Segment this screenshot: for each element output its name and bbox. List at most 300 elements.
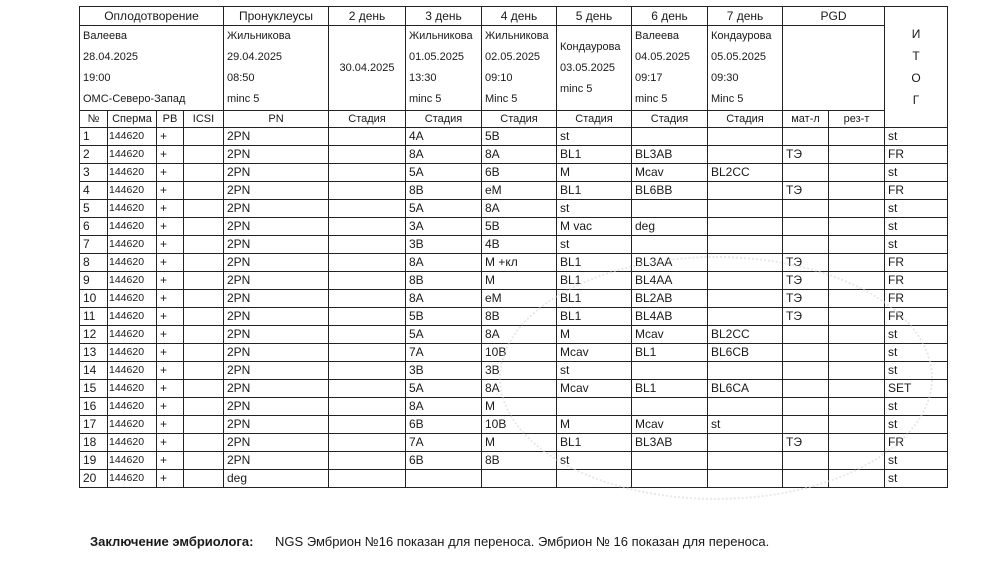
icsi-mark [184,146,224,164]
day2-stage [329,236,406,254]
pgd-result [829,344,885,362]
day3-stage [406,470,482,488]
row-number: 12 [80,326,108,344]
itog-result: FR [885,272,948,290]
table-row [80,452,948,470]
itog-result: st [885,398,948,416]
itog-result: st [885,164,948,182]
itog-result: st [885,128,948,146]
day3-stage: 8A [406,398,482,416]
sperm-id: 144620 [108,326,157,344]
day3-stage: 8A [406,146,482,164]
info-day-2 [329,26,406,111]
day4-stage: 5B [482,128,557,146]
rv-mark: + [157,146,184,164]
row-number: 13 [80,344,108,362]
day5-stage: M [557,164,632,182]
icsi-mark [184,452,224,470]
day2-stage [329,308,406,326]
info-line: 09:10 [485,72,513,84]
day7-stage: st [708,416,783,434]
info-fertilization [80,26,224,111]
info-line: 09:30 [711,72,739,84]
pn-value: 2PN [224,146,329,164]
itog-result: SET [885,380,948,398]
info-day-7 [708,26,783,111]
day7-stage [708,272,783,290]
itog-result: FR [885,290,948,308]
info-day-4 [482,26,557,111]
itog-result: FR [885,182,948,200]
row-number: 9 [80,272,108,290]
pgd-material [783,128,829,146]
sperm-id: 144620 [108,308,157,326]
itog-result: st [885,452,948,470]
table-row [80,254,948,272]
rv-mark: + [157,272,184,290]
info-line: Валеева [83,30,127,42]
table-row [80,326,948,344]
pgd-material [783,236,829,254]
pgd-result [829,164,885,182]
day2-stage [329,416,406,434]
pgd-result [829,452,885,470]
pgd-material [783,362,829,380]
row-number: 1 [80,128,108,146]
pgd-result [829,290,885,308]
info-line: ОМС-Северо-Запад [83,93,186,105]
day7-stage [708,308,783,326]
rv-mark: + [157,452,184,470]
itog-result: st [885,416,948,434]
pn-value: 2PN [224,308,329,326]
row-number: 18 [80,434,108,452]
sperm-id: 144620 [108,200,157,218]
table-row [80,362,948,380]
header-day-7: 7 день [708,7,783,26]
pn-value: 2PN [224,218,329,236]
pgd-result [829,362,885,380]
day5-stage: BL1 [557,146,632,164]
day4-stage: M +кл [482,254,557,272]
info-pgd [783,26,885,111]
day4-stage: 8A [482,380,557,398]
header-day-3: 3 день [406,7,482,26]
pn-value: 2PN [224,290,329,308]
pn-value: 2PN [224,344,329,362]
day5-stage: st [557,128,632,146]
col-pn: PN [224,111,329,128]
table-row [80,200,948,218]
day3-stage: 8B [406,272,482,290]
header-day-5: 5 день [557,7,632,26]
day4-stage: 10B [482,416,557,434]
row-number: 16 [80,398,108,416]
day3-stage: 6B [406,416,482,434]
pgd-material: ТЭ [783,272,829,290]
day6-stage: BL3AB [632,434,708,452]
day5-stage: st [557,362,632,380]
table-row [80,236,948,254]
sperm-id: 144620 [108,254,157,272]
col-sperm: Сперма [108,111,157,128]
itog-result: FR [885,308,948,326]
day3-stage: 7A [406,344,482,362]
info-line: 01.05.2025 [409,51,465,63]
day2-stage [329,362,406,380]
sperm-id: 144620 [108,362,157,380]
col-day4-stage: Стадия [482,111,557,128]
col-day3-stage: Стадия [406,111,482,128]
day7-stage: BL2CC [708,164,783,182]
day3-stage: 3B [406,236,482,254]
icsi-mark [184,200,224,218]
header-day-4: 4 день [482,7,557,26]
info-line: 28.04.2025 [83,51,139,63]
day3-stage: 7A [406,434,482,452]
header-pgd: PGD [783,7,885,26]
day6-stage [632,398,708,416]
info-line: 02.05.2025 [485,51,541,63]
rv-mark: + [157,218,184,236]
sperm-id: 144620 [108,398,157,416]
pgd-result [829,182,885,200]
day7-stage [708,434,783,452]
day3-stage: 8A [406,254,482,272]
info-line: Minc 5 [711,93,744,105]
info-line: minc 5 [635,93,668,105]
header-itog: И Т О Г [885,7,948,128]
day4-stage: M [482,272,557,290]
header-day-6: 6 день [632,7,708,26]
info-line: Кондаурова [711,30,772,42]
icsi-mark [184,236,224,254]
day5-stage: BL1 [557,290,632,308]
pgd-result [829,326,885,344]
rv-mark: + [157,254,184,272]
itog-result: FR [885,146,948,164]
day4-stage: 5B [482,218,557,236]
day6-stage: BL1 [632,380,708,398]
day4-stage: 8A [482,146,557,164]
day5-stage: BL1 [557,182,632,200]
day2-stage [329,272,406,290]
col-day7-stage: Стадия [708,111,783,128]
icsi-mark [184,398,224,416]
sperm-id: 144620 [108,380,157,398]
rv-mark: + [157,326,184,344]
rv-mark: + [157,308,184,326]
day6-stage: deg [632,218,708,236]
pn-value: 2PN [224,380,329,398]
table-row [80,344,948,362]
info-line: Жильникова [227,30,291,42]
info-line: 08:50 [227,72,255,84]
day7-stage [708,362,783,380]
pgd-material: ТЭ [783,308,829,326]
day3-stage: 3A [406,218,482,236]
pn-value: deg [224,470,329,488]
day5-stage: BL1 [557,434,632,452]
table-row [80,272,948,290]
pn-value: 2PN [224,236,329,254]
col-rv: РВ [157,111,184,128]
pgd-result [829,146,885,164]
col-day2-stage: Стадия [329,111,406,128]
header-fertilization: Оплодотворение [80,7,224,26]
day2-stage [329,200,406,218]
day5-stage: M [557,326,632,344]
sperm-id: 144620 [108,434,157,452]
itog-result: st [885,344,948,362]
info-line: 05.05.2025 [711,51,767,63]
rv-mark: + [157,416,184,434]
table-row [80,128,948,146]
day6-stage [632,236,708,254]
itog-result: st [885,200,948,218]
row-number: 20 [80,470,108,488]
rv-mark: + [157,236,184,254]
day6-stage: BL1 [632,344,708,362]
day2-stage [329,290,406,308]
day4-stage [482,470,557,488]
pgd-result [829,128,885,146]
itog-result: st [885,326,948,344]
info-day-6 [632,26,708,111]
icsi-mark [184,326,224,344]
pgd-material: ТЭ [783,290,829,308]
day7-stage [708,146,783,164]
day5-stage [557,398,632,416]
row-number: 11 [80,308,108,326]
sperm-id: 144620 [108,416,157,434]
day4-stage: 4B [482,236,557,254]
day2-stage [329,380,406,398]
rv-mark: + [157,200,184,218]
rv-mark: + [157,434,184,452]
row-number: 8 [80,254,108,272]
embryology-protocol-sheet [79,6,947,531]
row-number: 10 [80,290,108,308]
day6-stage [632,200,708,218]
pgd-material: ТЭ [783,434,829,452]
row-number: 15 [80,380,108,398]
sperm-id: 144620 [108,218,157,236]
day6-stage: Mcav [632,416,708,434]
day3-stage: 8B [406,182,482,200]
day4-stage: 8A [482,326,557,344]
day4-stage: eM [482,290,557,308]
icsi-mark [184,470,224,488]
day4-stage: 8B [482,308,557,326]
day5-stage: BL1 [557,254,632,272]
day5-stage: st [557,452,632,470]
day6-stage [632,362,708,380]
info-line: minc 5 [560,82,593,95]
day2-stage [329,434,406,452]
day3-stage: 4A [406,128,482,146]
day3-stage: 5A [406,164,482,182]
day6-stage: BL3AA [632,254,708,272]
day4-stage: 6B [482,164,557,182]
day5-stage [557,470,632,488]
icsi-mark [184,254,224,272]
row-number: 3 [80,164,108,182]
itog-result: st [885,362,948,380]
sperm-id: 144620 [108,452,157,470]
icsi-mark [184,182,224,200]
day7-stage: BL6CA [708,380,783,398]
rv-mark: + [157,128,184,146]
day2-stage [329,326,406,344]
day2-stage [329,398,406,416]
day7-stage [708,200,783,218]
day2-stage [329,146,406,164]
day6-stage: Mcav [632,164,708,182]
day7-stage [708,128,783,146]
info-line: Кондаурова [560,40,621,53]
sperm-id: 144620 [108,182,157,200]
day7-stage [708,236,783,254]
info-day-3 [406,26,482,111]
pgd-material [783,452,829,470]
pn-value: 2PN [224,272,329,290]
pgd-material: ТЭ [783,254,829,272]
rv-mark: + [157,362,184,380]
sperm-id: 144620 [108,290,157,308]
rv-mark: + [157,164,184,182]
day6-stage: BL3AB [632,146,708,164]
table-row [80,434,948,452]
info-line: 30.04.2025 [339,61,395,74]
pgd-material [783,326,829,344]
sperm-id: 144620 [108,272,157,290]
pgd-material [783,344,829,362]
info-line: 19:00 [83,72,111,84]
col-day5-stage: Стадия [557,111,632,128]
info-line: 03.05.2025 [560,61,616,74]
pgd-material: ТЭ [783,146,829,164]
pgd-result [829,200,885,218]
itog-result: FR [885,434,948,452]
col-number: № [80,111,108,128]
itog-result: FR [885,254,948,272]
pgd-result [829,218,885,236]
pgd-material [783,416,829,434]
table-row [80,146,948,164]
pgd-result [829,254,885,272]
day5-stage: st [557,236,632,254]
rv-mark: + [157,290,184,308]
row-number: 17 [80,416,108,434]
info-line: 04.05.2025 [635,51,691,63]
day6-stage: Mcav [632,326,708,344]
pn-value: 2PN [224,254,329,272]
row-number: 2 [80,146,108,164]
row-number: 4 [80,182,108,200]
day7-stage [708,452,783,470]
day2-stage [329,128,406,146]
day3-stage: 5A [406,200,482,218]
day3-stage: 8A [406,290,482,308]
day5-stage: Mcav [557,344,632,362]
pn-value: 2PN [224,452,329,470]
icsi-mark [184,434,224,452]
table-row [80,290,948,308]
pgd-material [783,164,829,182]
day4-stage: 10B [482,344,557,362]
pgd-result [829,272,885,290]
day7-stage [708,398,783,416]
pgd-material: ТЭ [783,182,829,200]
day7-stage [708,470,783,488]
day4-stage: M [482,398,557,416]
sperm-id: 144620 [108,344,157,362]
day3-stage: 5A [406,326,482,344]
col-pgd-material: мат-л [783,111,829,128]
pgd-material [783,200,829,218]
table-row [80,164,948,182]
embryologist-conclusion [90,534,769,549]
pn-value: 2PN [224,362,329,380]
day5-stage: st [557,200,632,218]
day3-stage: 5B [406,308,482,326]
pgd-result [829,434,885,452]
info-line: minc 5 [409,93,442,105]
header-pronuclei: Пронуклеусы [224,7,329,26]
info-line: Minc 5 [485,93,518,105]
sperm-id: 144620 [108,146,157,164]
pgd-result [829,470,885,488]
day5-stage: BL1 [557,272,632,290]
info-day-5 [557,26,632,111]
day2-stage [329,344,406,362]
table-row [80,218,948,236]
col-day6-stage: Стадия [632,111,708,128]
pn-value: 2PN [224,416,329,434]
pgd-material [783,218,829,236]
rv-mark: + [157,470,184,488]
pgd-material [783,470,829,488]
day7-stage: BL2CC [708,326,783,344]
itog-result: st [885,470,948,488]
pn-value: 2PN [224,326,329,344]
day6-stage: BL2AB [632,290,708,308]
info-line: minc 5 [227,93,260,105]
day4-stage: 8A [482,200,557,218]
row-number: 14 [80,362,108,380]
pgd-result [829,398,885,416]
icsi-mark [184,308,224,326]
pgd-result [829,308,885,326]
day4-stage: eM [482,182,557,200]
pgd-result [829,380,885,398]
table-row [80,308,948,326]
day6-stage: BL4AA [632,272,708,290]
icsi-mark [184,218,224,236]
row-number: 6 [80,218,108,236]
pn-value: 2PN [224,434,329,452]
day5-stage: Mcav [557,380,632,398]
day5-stage: BL1 [557,308,632,326]
day2-stage [329,452,406,470]
sperm-id: 144620 [108,236,157,254]
col-pgd-result: рез-т [829,111,885,128]
pgd-material [783,380,829,398]
day2-stage [329,470,406,488]
table-row [80,416,948,434]
day2-stage [329,254,406,272]
